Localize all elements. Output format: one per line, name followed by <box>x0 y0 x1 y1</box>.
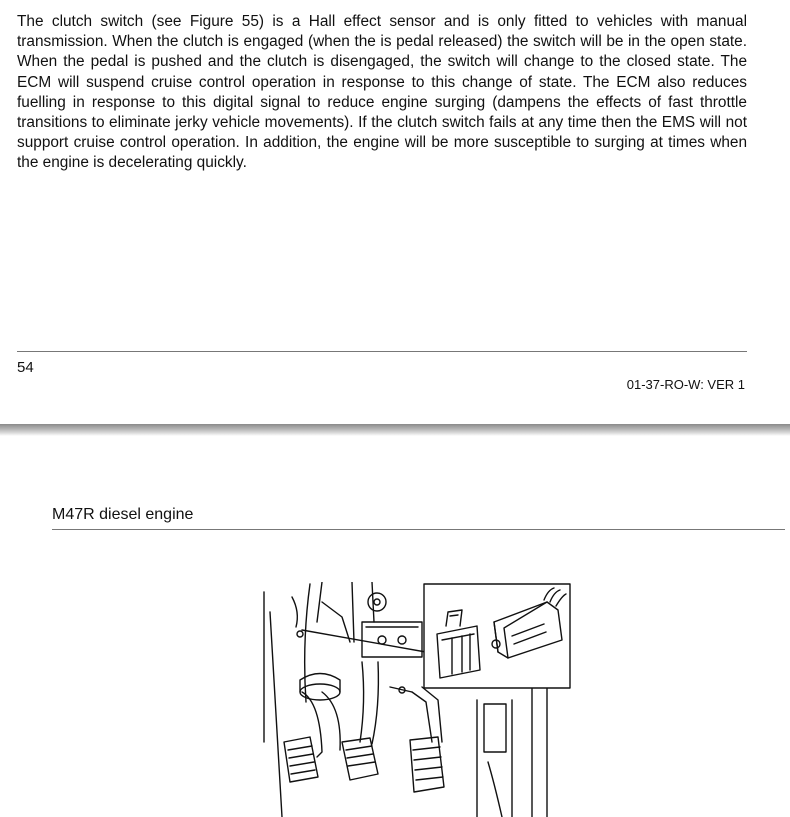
switch-inset <box>424 584 570 688</box>
clutch-switch-figure <box>262 582 572 817</box>
tunnel-bracket <box>477 682 547 817</box>
page-number: 54 <box>17 359 34 376</box>
heading-divider <box>52 529 785 530</box>
document-page-bottom <box>0 436 790 817</box>
clutch-pedal <box>284 674 340 783</box>
document-code: 01-37-RO-W: VER 1 <box>626 377 745 392</box>
section-heading: M47R diesel engine <box>52 506 194 523</box>
body-paragraph: The clutch switch (see Figure 55) is a Hall effect sensor and is only fitted to vehicles with manual transmission. When the clutch is engaged (when the is pedal released) the switch will be in the open state. When the pedal is pushed and the clutch is disengaged, the switch will change to the closed state. The ECM will suspend cruise control operation in response to this change of state. The ECM also reduces fuelling in response to this digital signal to reduce engine surging (dampens the effects of fast throttle transitions to eliminate jerky vehicle movements). If the clutch switch fails at any time then the EMS will not support cruise control operation. In addition, the engine will be more susceptible to surging at times when the engine is decelerating quickly. <box>17 13 747 172</box>
accelerator-pedal <box>390 687 444 792</box>
page-separator <box>0 424 790 436</box>
brake-pedal <box>342 662 378 780</box>
footer-divider <box>17 351 747 352</box>
leader-line <box>302 630 437 654</box>
